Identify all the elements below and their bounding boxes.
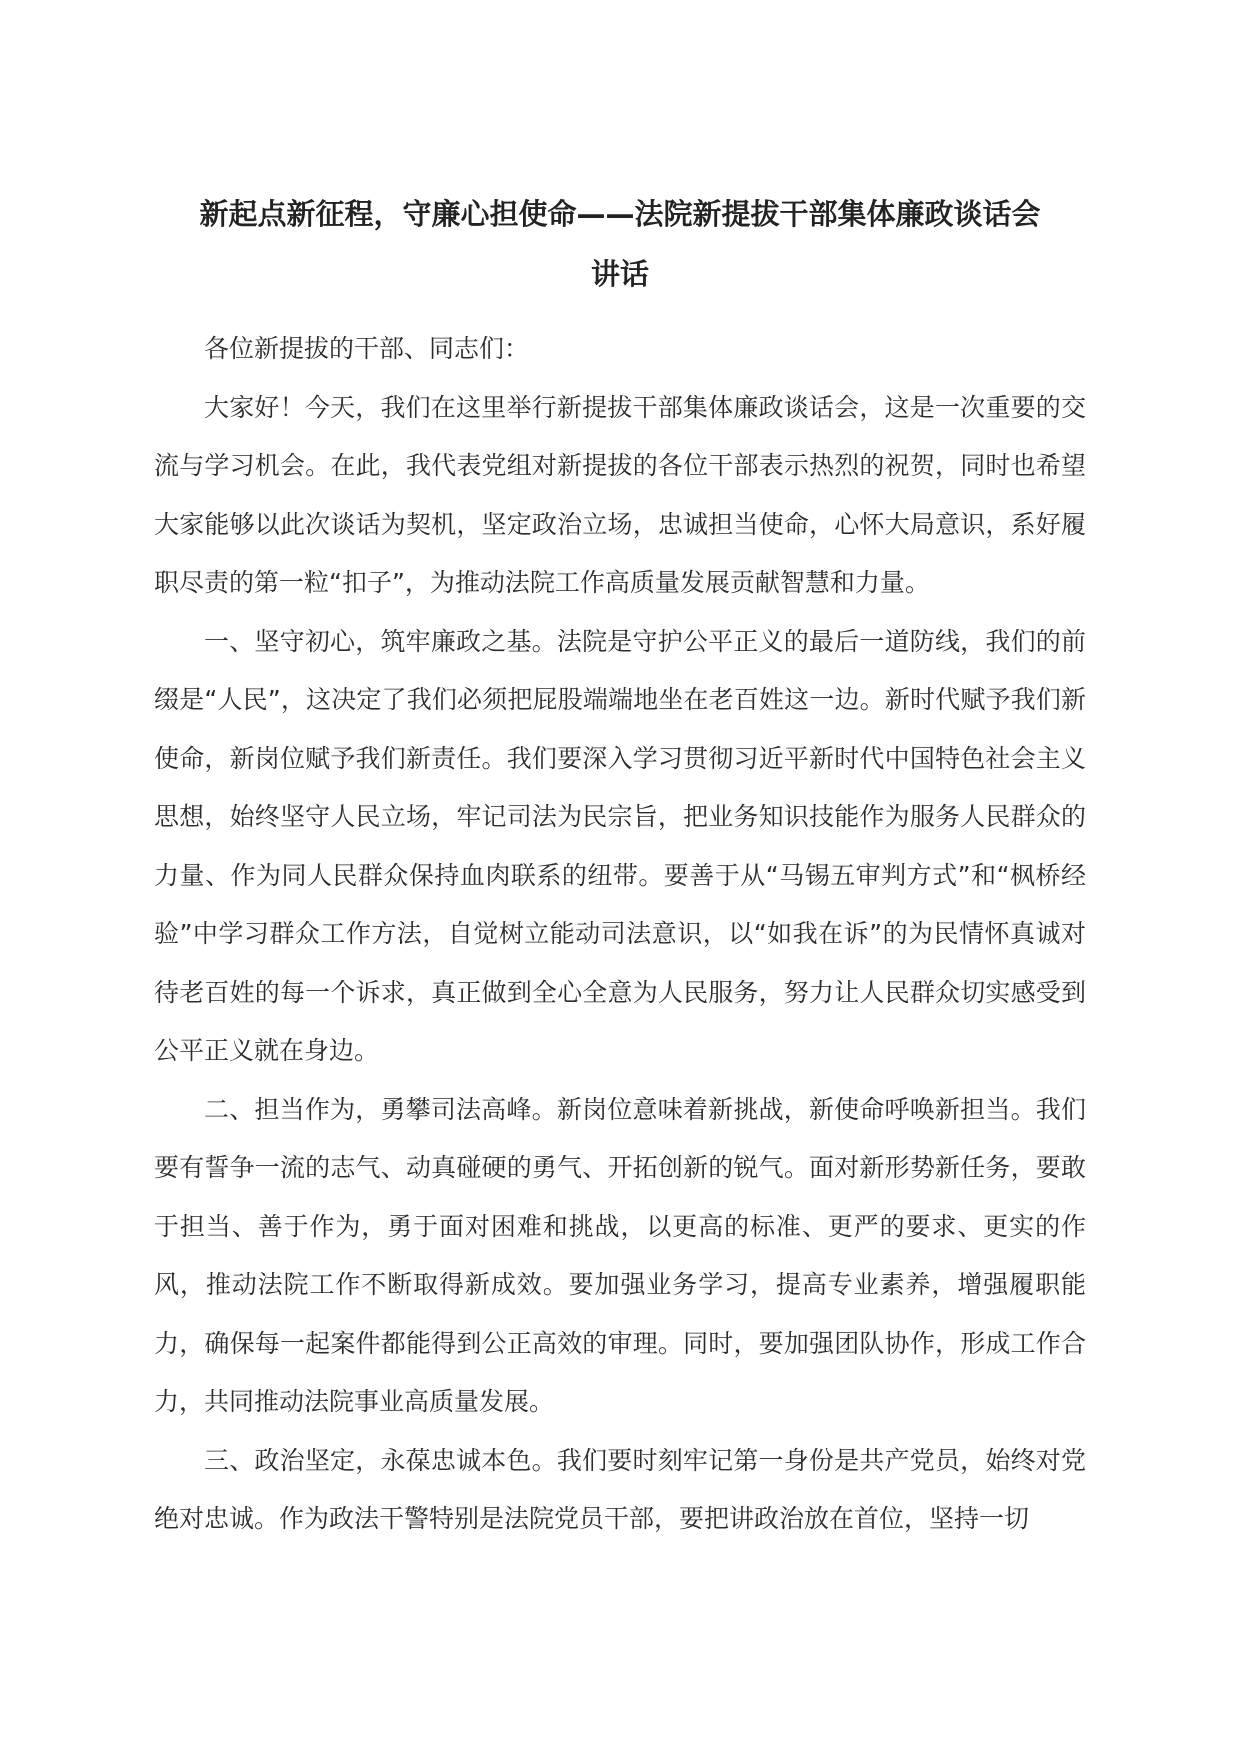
document-body: [154, 320, 1086, 1549]
salutation: 各位新提拔的干部、同志们：: [204, 334, 530, 363]
paragraph-section-3: 三、政治坚定，永葆忠诚本色。我们要时刻牢记第一身份是共产党员，始终对党绝对忠诚。作为政法干警特别是法院党员干部，要把讲政治放在首位，坚持一切: [154, 1445, 1086, 1533]
paragraph-section-1: 一、坚守初心，筑牢廉政之基。法院是守护公平正义的最后一道防线，我们的前缀是“人民”，这决定了我们必须把屁股端端地坐在老百姓这一边。新时代赋予我们新使命，新岗位赋予我们新责任。我们要深入学习贯彻习近平新时代中国特色社会主义思想，始终坚守人民立场，牢记司法为民宗旨，把业务知识技能作为服务人民群众的力量、作为同人民群众保持血肉联系的纽带。要善于从“马锡五审判方式”和“枫桥经验”中学习群众工作方法，自觉树立能动司法意识，以“如我在诉”的为民情怀真诚对待老百姓的每一个诉求，真正做到全心全意为人民服务，努力让人民群众切实感受到公平正义就在身边。: [154, 626, 1086, 1065]
paragraph-opening: 大家好！今天，我们在这里举行新提拔干部集体廉政谈话会，这是一次重要的交流与学习机会。在此，我代表党组对新提拔的各位干部表示热烈的祝贺，同时也希望大家能够以此次谈话为契机，坚定政治立场，忠诚担当使命，心怀大局意识，系好履职尽责的第一粒“扣子”，为推动法院工作高质量发展贡献智慧和力量。: [154, 392, 1086, 597]
document-page: [154, 184, 1086, 1549]
title-line-2: 讲话: [590, 257, 649, 291]
paragraph-section-2: 二、担当作为，勇攀司法高峰。新岗位意味着新挑战，新使命呼唤新担当。我们要有誓争一流的志气、动真碰硬的勇气、开拓创新的锐气。面对新形势新任务，要敢于担当、善于作为，勇于面对困难和挑战，以更高的标准、更严的要求、更实的作风，推动法院工作不断取得新成效。要加强业务学习，提高专业素养，增强履职能力，确保每一起案件都能得到公正高效的审理。同时，要加强团队协作，形成工作合力，共同推动法院事业高质量发展。: [154, 1094, 1086, 1416]
document-title: [154, 184, 1086, 304]
title-line-1: 新起点新征程，守廉心担使命——法院新提拔干部集体廉政谈话会: [199, 197, 1041, 231]
